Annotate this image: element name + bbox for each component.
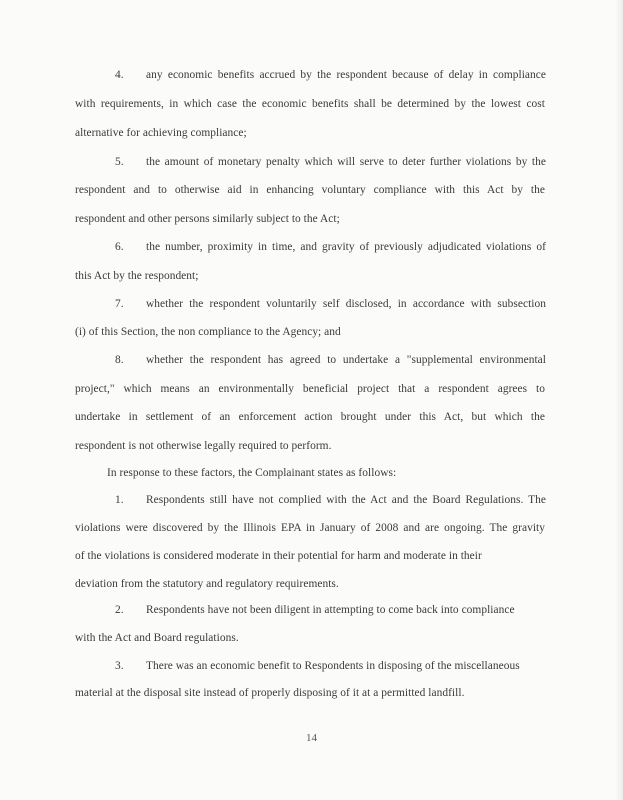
paragraph-line: deviation from the statutory and regulatory requirements. [75,578,339,590]
paragraph-line: undertake in settlement of an enforcement action brought under this Act, but which the [75,411,545,423]
page-number: 14 [306,732,317,744]
scan-edge-shadow [615,0,623,800]
paragraph-line: any economic benefits accrued by the respondent because of delay in compliance [146,69,546,81]
paragraph-line: (i) of this Section, the non compliance to the Agency; and [75,326,341,338]
paragraph-line: Respondents have not been diligent in attempting to come back into compliance [146,604,515,616]
paragraph-line: respondent is not otherwise legally required to perform. [75,440,332,452]
response-intro: In response to these factors, the Complainant states as follows: [107,467,397,479]
item-number: 1. [115,494,124,506]
item-number: 2. [115,604,124,616]
paragraph-line: this Act by the respondent; [75,270,199,282]
paragraph-line: Respondents still have not complied with the Act and the Board Regulations. The [146,494,546,506]
item-number: 7. [115,298,124,310]
item-number: 3. [115,660,124,672]
paragraph-line: the number, proximity in time, and gravity of previously adjudicated violations of [146,241,546,253]
paragraph-line: of the violations is considered moderate in their potential for harm and moderate in their [75,550,482,562]
paragraph-line: respondent and other persons similarly subject to the Act; [75,213,340,225]
paragraph-line: with the Act and Board regulations. [75,632,239,644]
paragraph-line: with requirements, in which case the economic benefits shall be determined by the lowest cost [75,98,545,110]
paragraph-line: whether the respondent has agreed to undertake a "supplemental environmental [146,354,546,366]
paragraph-line: respondent and to otherwise aid in enhancing voluntary compliance with this Act by the [75,184,545,196]
paragraph-line: material at the disposal site instead of properly disposing of it at a permitted landfill. [75,687,465,699]
item-number: 4. [115,69,124,81]
paragraph-line: whether the respondent voluntarily self disclosed, in accordance with subsection [146,298,546,310]
paragraph-line: alternative for achieving compliance; [75,127,247,139]
paragraph-line: project," which means an environmentally beneficial project that a respondent agrees to [75,383,545,395]
paragraph-line: the amount of monetary penalty which will serve to deter further violations by the [146,156,546,168]
paragraph-line: There was an economic benefit to Respondents in disposing of the miscellaneous [146,660,520,672]
item-number: 8. [115,354,124,366]
item-number: 5. [115,156,124,168]
item-number: 6. [115,241,124,253]
paragraph-line: violations were discovered by the Illinois EPA in January of 2008 and are ongoing. The gravity [75,522,545,534]
